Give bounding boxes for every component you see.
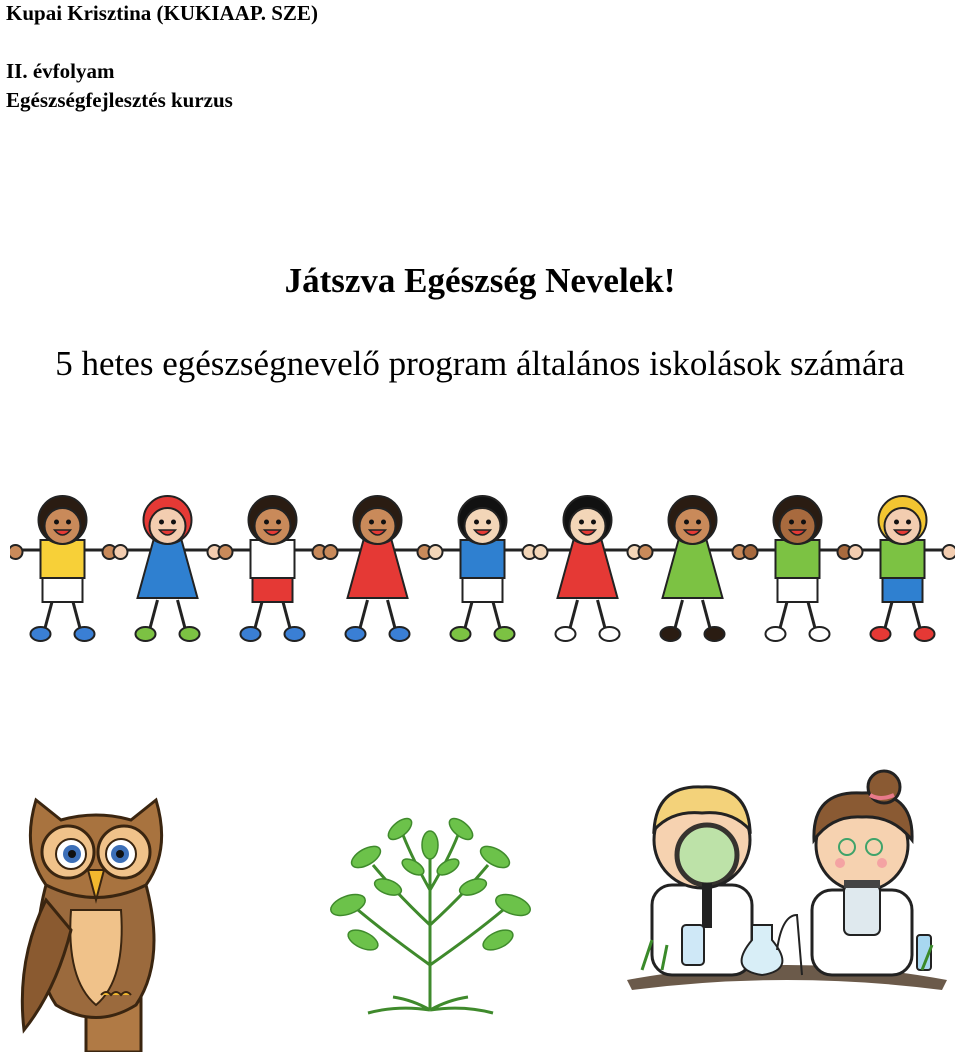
child-figure: [324, 496, 432, 641]
owl-illustration: [16, 790, 176, 1052]
document-title: Játszva Egészség Nevelek!: [284, 261, 676, 300]
child-figure: [10, 496, 117, 641]
child-figure: [849, 496, 956, 641]
plant-sprout-illustration: [318, 815, 543, 1015]
young-scientists-illustration: [622, 765, 952, 1010]
document-subtitle: 5 hetes egészségnevelő program általános iskolások számára: [55, 344, 905, 383]
child-figure: [744, 496, 852, 641]
course-line: Egészségfejlesztés kurzus: [6, 88, 233, 112]
year-line: II. évfolyam: [6, 59, 115, 83]
child-figure: [639, 496, 747, 641]
child-figure: [429, 496, 537, 641]
children-row-illustration: [10, 480, 955, 660]
child-figure: [534, 496, 642, 641]
author-line: Kupai Krisztina (KUKIAAP. SZE): [6, 1, 318, 25]
child-figure: [219, 496, 327, 641]
child-figure: [114, 496, 222, 641]
